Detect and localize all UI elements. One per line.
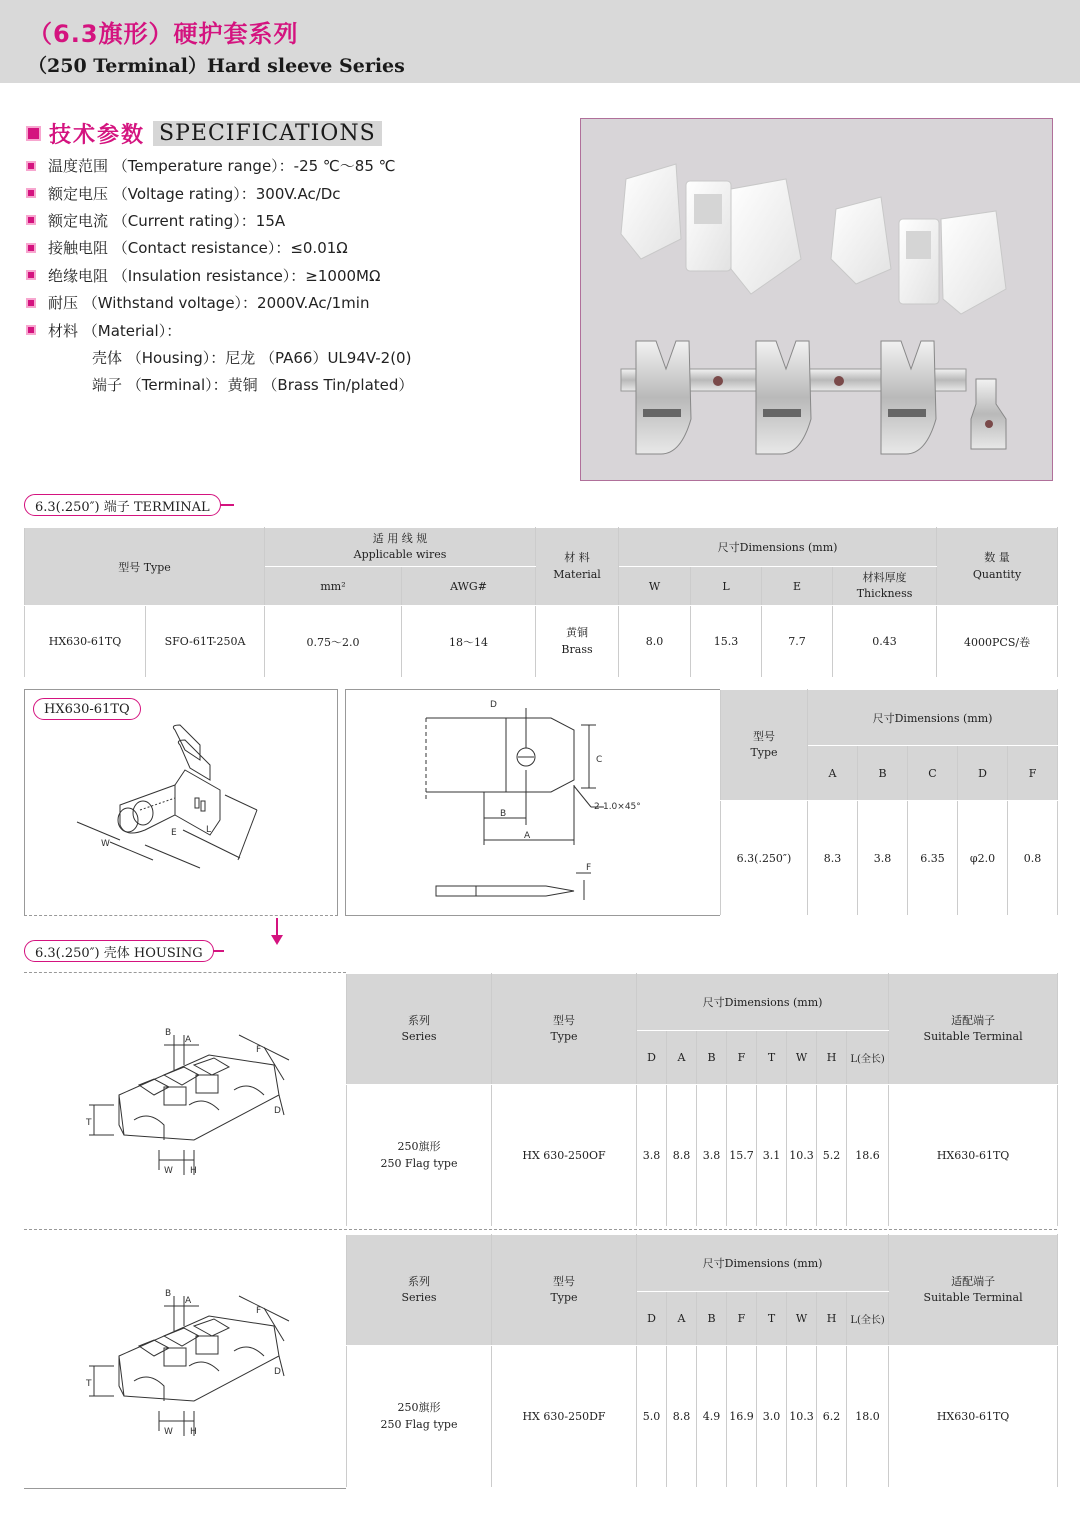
cell-b: 3.8	[697, 1085, 727, 1227]
terminal-section-tag: 6.3(.250″) 端子 TERMINAL	[24, 494, 221, 516]
header-dimensions: 尺寸Dimensions (mm)	[808, 690, 1058, 746]
header-f: F	[727, 1031, 757, 1085]
specs-title	[26, 118, 382, 149]
cell-d: 3.8	[637, 1085, 667, 1227]
label-c: C	[596, 755, 603, 765]
header-series: 系列 Series	[347, 1235, 492, 1346]
label-w: W	[101, 839, 110, 849]
label-e: E	[171, 828, 177, 838]
header-d: D	[637, 1031, 667, 1085]
cell-quantity: 4000PCS/卷	[937, 606, 1058, 678]
cell-a: 8.8	[667, 1085, 697, 1227]
header-dimensions: 尺寸Dimensions (mm)	[637, 1235, 889, 1292]
header-b: B	[697, 1031, 727, 1085]
label-f: F	[586, 863, 592, 873]
cell-e: 7.7	[762, 606, 833, 678]
header-t: T	[757, 1292, 787, 1346]
label-b: B	[165, 1289, 172, 1299]
terminal-drawing-box	[24, 689, 338, 916]
header-length: L(全长)	[847, 1292, 889, 1346]
label-a: A	[185, 1296, 192, 1306]
cell-t: 3.1	[757, 1085, 787, 1227]
spec-item: 温度范围 （Temperature range）：-25 ℃～85 ℃	[26, 152, 413, 179]
spec-item: 绝缘电阻 （Insulation resistance）：≥1000MΩ	[26, 262, 413, 289]
housing-drawing-2	[24, 1236, 344, 1486]
cell-h: 5.2	[817, 1085, 847, 1227]
terminal-drawing-tag: HX630-61TQ	[33, 698, 141, 720]
tab-drawing-box	[345, 689, 721, 916]
header-series: 系列 Series	[347, 974, 492, 1085]
label-chamfer: 2-1.0×45°	[594, 802, 641, 812]
spec-item: 额定电流 （Current rating）：15A	[26, 207, 413, 234]
spec-list	[26, 152, 413, 399]
header-w: W	[619, 567, 691, 606]
housing-drawing-1	[24, 975, 344, 1225]
terminal-iso-drawing	[25, 690, 337, 915]
cell-t: 3.0	[757, 1346, 787, 1488]
cell-awg: 18～14	[402, 606, 536, 678]
square-bullet-icon	[26, 188, 36, 198]
header-thickness: 材料厚度 Thickness	[833, 567, 937, 606]
header-d: D	[958, 746, 1008, 801]
cell-f: 0.8	[1008, 801, 1058, 916]
cell-w: 8.0	[619, 606, 691, 678]
square-bullet-icon	[26, 298, 36, 308]
cell-type: HX 630-250DF	[492, 1346, 637, 1488]
cell-suitable: HX630-61TQ	[889, 1085, 1058, 1227]
label-b: B	[500, 809, 507, 819]
header-w: W	[787, 1031, 817, 1085]
spec-sub-item: 端子 （Terminal）：黄铜 （Brass Tin/plated）	[92, 376, 414, 395]
header-quantity: 数 量 Quantity	[937, 528, 1058, 606]
header-h: H	[817, 1031, 847, 1085]
label-w: W	[164, 1166, 173, 1176]
page-title-cn: （6.3旗形）硬护套系列	[28, 20, 299, 48]
label-t: T	[86, 1379, 92, 1389]
cell-a: 8.8	[667, 1346, 697, 1488]
table-row	[721, 801, 1058, 916]
cell-length: 18.0	[847, 1346, 889, 1488]
label-h: H	[190, 1427, 197, 1437]
specs-title-en: SPECIFICATIONS	[153, 121, 382, 146]
spec-item: 耐压 （Withstand voltage）：2000V.Ac/1min	[26, 289, 413, 316]
cell-type: 6.3(.250″)	[721, 801, 808, 916]
tab-drawing	[346, 690, 720, 915]
spec-item: 接触电阻 （Contact resistance）：≤0.01Ω	[26, 234, 413, 261]
cell-l: 15.3	[691, 606, 762, 678]
cell-a: 8.3	[808, 801, 858, 916]
header-f: F	[727, 1292, 757, 1346]
header-h: H	[817, 1292, 847, 1346]
cell-mm2: 0.75～2.0	[265, 606, 402, 678]
header-suitable-terminal: 适配端子 Suitable Terminal	[889, 974, 1058, 1085]
header-wires: 适 用 线 规 Applicable wires	[265, 528, 536, 567]
cell-c: 6.35	[908, 801, 958, 916]
cell-thickness: 0.43	[833, 606, 937, 678]
label-b: B	[165, 1028, 172, 1038]
header-type: 型号 Type	[25, 528, 265, 606]
dashed-divider	[24, 1229, 1057, 1230]
table-row	[347, 1085, 1058, 1227]
header-dimensions: 尺寸Dimensions (mm)	[637, 974, 889, 1031]
header-e: E	[762, 567, 833, 606]
label-d: D	[274, 1106, 281, 1116]
cell-b: 4.9	[697, 1346, 727, 1488]
specs-title-cn: 技术参数	[49, 123, 146, 148]
cell-w: 10.3	[787, 1085, 817, 1227]
cell-d: 5.0	[637, 1346, 667, 1488]
dashed-divider	[24, 972, 346, 973]
label-d: D	[274, 1367, 281, 1377]
spec-item: 额定电压 （Voltage rating）：300V.Ac/Dc	[26, 179, 413, 206]
page-header	[0, 0, 1080, 83]
cell-material: 黄铜 Brass	[536, 606, 619, 678]
housing-section-tag: 6.3(.250″) 壳体 HOUSING	[24, 940, 214, 962]
header-length: L(全长)	[847, 1031, 889, 1085]
label-w: W	[164, 1427, 173, 1437]
square-bullet-icon	[26, 161, 36, 171]
cell-b: 3.8	[858, 801, 908, 916]
page-title-en: （250 Terminal）Hard sleeve Series	[28, 55, 405, 77]
cell-series: 250旗形 250 Flag type	[347, 1346, 492, 1488]
header-w: W	[787, 1292, 817, 1346]
product-photo-illustration	[581, 119, 1053, 481]
square-bullet-icon	[26, 325, 36, 335]
cell-type2: SFO-61T-250A	[146, 606, 265, 678]
square-bullet-icon	[26, 126, 41, 141]
tab-dimension-table	[720, 689, 1058, 916]
label-t: T	[86, 1118, 92, 1128]
terminal-table	[24, 527, 1058, 678]
housing-table-1	[346, 973, 1058, 1227]
header-suitable-terminal: 适配端子 Suitable Terminal	[889, 1235, 1058, 1346]
table-row	[25, 606, 1058, 678]
bottom-border	[24, 1488, 346, 1489]
housing-table-2	[346, 1234, 1058, 1488]
cell-type: HX 630-250OF	[492, 1085, 637, 1227]
cell-f: 15.7	[727, 1085, 757, 1227]
header-c: C	[908, 746, 958, 801]
cell-length: 18.6	[847, 1085, 889, 1227]
table-row	[347, 1346, 1058, 1488]
header-f: F	[1008, 746, 1058, 801]
cell-type1: HX630-61TQ	[25, 606, 146, 678]
cell-d: φ2.0	[958, 801, 1008, 916]
label-a: A	[524, 831, 531, 841]
label-a: A	[185, 1035, 192, 1045]
header-type: 型号 Type	[492, 1235, 637, 1346]
header-a: A	[667, 1031, 697, 1085]
header-type: 型号 Type	[721, 690, 808, 801]
label-h: H	[190, 1166, 197, 1176]
header-awg: AWG#	[402, 567, 536, 606]
square-bullet-icon	[26, 215, 36, 225]
square-bullet-icon	[26, 243, 36, 253]
square-bullet-icon	[26, 270, 36, 280]
header-t: T	[757, 1031, 787, 1085]
header-dimensions: 尺寸Dimensions (mm)	[619, 528, 937, 567]
header-type: 型号 Type	[492, 974, 637, 1085]
header-d: D	[637, 1292, 667, 1346]
spec-sub-item: 壳体 （Housing）：尼龙 （PA66）UL94V-2(0)	[92, 348, 412, 367]
header-l: L	[691, 567, 762, 606]
header-b: B	[697, 1292, 727, 1346]
header-material: 材 料 Material	[536, 528, 619, 606]
header-a: A	[808, 746, 858, 801]
cell-f: 16.9	[727, 1346, 757, 1488]
label-f: F	[256, 1306, 262, 1316]
cell-h: 6.2	[817, 1346, 847, 1488]
label-d: D	[490, 700, 497, 710]
spec-item: 材料 （Material）：	[26, 316, 413, 343]
cell-suitable: HX630-61TQ	[889, 1346, 1058, 1488]
cell-series: 250旗形 250 Flag type	[347, 1085, 492, 1227]
header-a: A	[667, 1292, 697, 1346]
header-mm2: mm²	[265, 567, 402, 606]
header-b: B	[858, 746, 908, 801]
label-l: L	[206, 825, 212, 835]
product-photo	[580, 118, 1053, 481]
label-f: F	[256, 1045, 262, 1055]
cell-w: 10.3	[787, 1346, 817, 1488]
arrow-down-icon	[270, 918, 284, 946]
